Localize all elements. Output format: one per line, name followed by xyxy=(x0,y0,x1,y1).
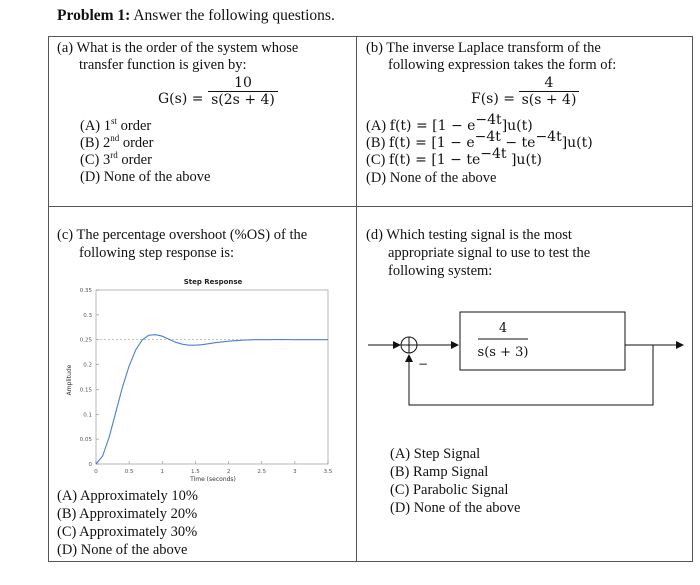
chart-xtick-label: 2 xyxy=(226,469,231,475)
step-response-chart xyxy=(58,270,348,490)
chart-xtick-label: 2.5 xyxy=(257,469,267,475)
question-a-lhs: G(s) = xyxy=(158,91,204,107)
question-b-numerator: 4 xyxy=(544,75,554,91)
question-b-text-1: (b) The inverse Laplace transform of the xyxy=(366,40,601,56)
question-a-text-1: (a) What is the order of the system whose xyxy=(57,40,299,56)
chart-ytick-label: 0.25 xyxy=(79,337,92,344)
block-diagram xyxy=(360,300,690,420)
question-c-option-a: (A) Approximately 10% xyxy=(57,488,198,504)
question-c-option-d: (D) None of the above xyxy=(57,542,188,558)
chart-xtick-label: 3.5 xyxy=(323,469,333,475)
question-a-denominator: s(2s + 4) xyxy=(211,92,275,108)
block-numerator: 4 xyxy=(498,321,508,336)
transfer-function-block xyxy=(460,312,625,370)
question-c-text-1: (c) The percentage overshoot (%OS) of the xyxy=(57,227,308,243)
question-d-text-1: (d) Which testing signal is the most xyxy=(366,227,572,243)
question-a-option-b: (B) 2nd order xyxy=(80,133,154,151)
question-a-option-d: (D) None of the above xyxy=(80,169,211,185)
question-d-option-c: (C) Parabolic Signal xyxy=(390,482,509,498)
question-a-fraction xyxy=(208,75,278,109)
question-c-option-b: (B) Approximately 20% xyxy=(57,506,198,522)
chart-ytick-label: 0.1 xyxy=(83,412,92,419)
chart-axes-box xyxy=(96,290,328,464)
question-b-option-c: (C) $f(t) = [1 - te^{-4t}$ ]u(t) xyxy=(366,146,542,168)
chart-ytick-label: 0.35 xyxy=(79,288,92,294)
question-a-numerator: 10 xyxy=(234,75,252,91)
question-b-lhs: F(s) = xyxy=(471,91,516,107)
grid-divider-horizontal xyxy=(48,206,693,207)
question-b-option-b: (B) $f(t) = [1 - e^{-4t} - te^{-4t}]u(t)$ xyxy=(366,129,593,151)
chart-ytick-label: 0.2 xyxy=(83,362,92,369)
step-response-svg xyxy=(58,270,348,490)
question-b-text-2: following expression takes the form of: xyxy=(388,57,617,73)
problem-title: Problem 1: Answer the following questions. xyxy=(57,7,335,24)
question-b-option-a: (A) $f(t) = [1 - e^{-4t}]u(t)$ xyxy=(366,112,533,134)
chart-ytick-label: 0 xyxy=(88,462,92,468)
chart-xtick-label: 1 xyxy=(160,469,165,475)
chart-xtick-label: 1.5 xyxy=(191,469,200,475)
chart-xlabel: Time (seconds) xyxy=(190,476,236,483)
question-b-option-d: (D) None of the above xyxy=(366,170,497,186)
chart-xtick-label: 0.5 xyxy=(124,469,134,475)
question-a-text-2: transfer function is given by: xyxy=(79,57,247,73)
question-a-option-c: (C) 3rd order xyxy=(80,150,152,168)
question-a-option-a: (A) 1st order xyxy=(80,116,152,134)
question-b-fraction xyxy=(519,75,579,109)
question-d-option-a: (A) Step Signal xyxy=(390,446,481,462)
chart-ytick-label: 0.3 xyxy=(83,312,92,319)
chart-xtick-label: 3 xyxy=(293,469,297,475)
chart-ylabel: Amplitude xyxy=(66,364,73,396)
question-c-option-c: (C) Approximately 30% xyxy=(57,524,198,540)
grid-divider-vertical xyxy=(356,36,357,562)
question-d-text-3: following system: xyxy=(388,263,493,279)
block-denominator: s(s + 3) xyxy=(477,345,529,360)
question-d-option-b: (B) Ramp Signal xyxy=(390,464,489,480)
question-d-text-2: appropriate signal to use to test the xyxy=(388,245,591,261)
chart-ytick-label: 0.15 xyxy=(79,387,92,394)
question-c-text-2: following step response is: xyxy=(79,245,235,261)
question-d-option-d: (D) None of the above xyxy=(390,500,521,516)
chart-plot-area xyxy=(80,288,333,475)
summing-junction xyxy=(401,337,417,353)
chart-ytick-label: 0.05 xyxy=(79,437,92,444)
sum-minus-sign: − xyxy=(418,357,429,371)
chart-title: Step Response xyxy=(183,278,243,286)
question-b-denominator: s(s + 4) xyxy=(521,92,577,108)
chart-xtick-label: 0 xyxy=(94,469,98,475)
